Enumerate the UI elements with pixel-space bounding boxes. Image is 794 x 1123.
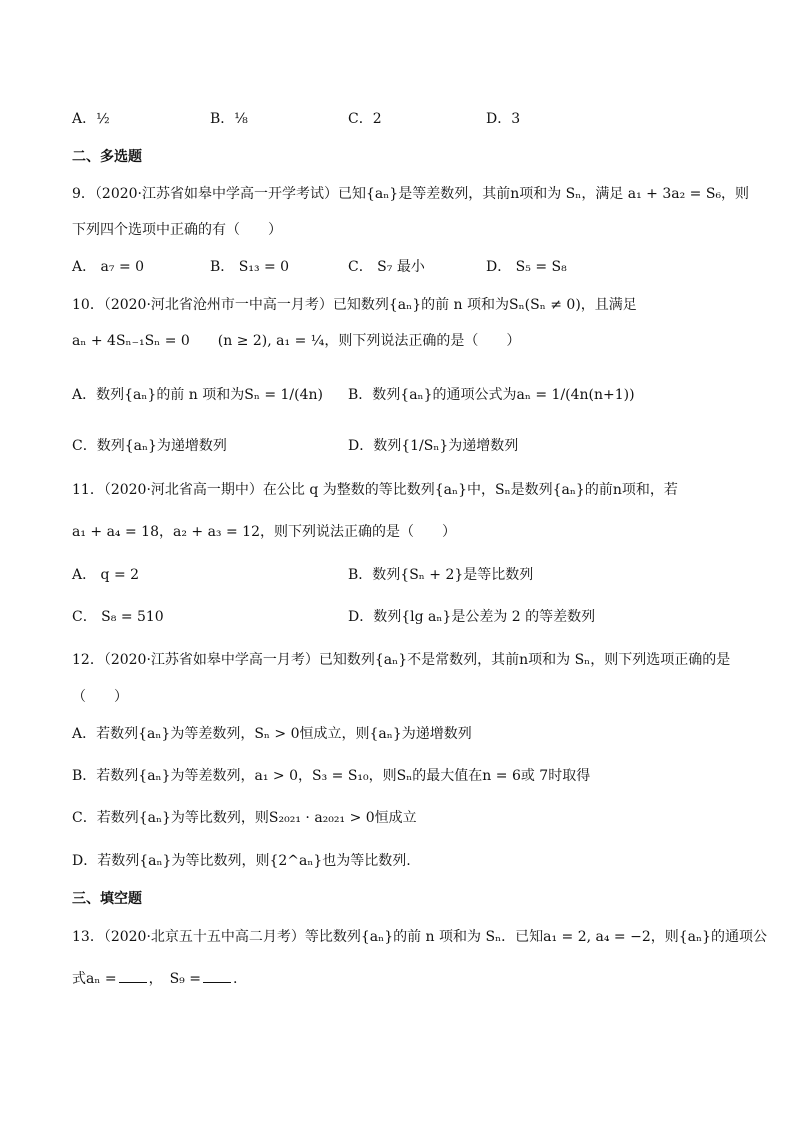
q9-option-d: D． S₅ = S₈ [486,259,567,275]
q11-option-d: D．数列{lg aₙ}是公差为 2 的等差数列 [348,609,596,625]
q11-option-a: A． q = 2 [72,567,140,583]
question-12-line1: 12．（2020·江苏省如皋中学高一月考）已知数列{aₙ}不是常数列，其前n项和为 Sₙ，则下列选项正确的是 [72,652,731,668]
option-b: B．⅛ [210,111,248,127]
q11-option-b: B．数列{Sₙ + 2}是等比数列 [348,567,534,583]
section-heading-fill-in: 三、填空题 [72,891,142,907]
section-heading-multi-choice: 二、多选题 [72,149,142,165]
question-11-line2: a₁ + a₄ = 18，a₂ + a₃ = 12，则下列说法正确的是（ ） [72,524,456,540]
q13-text-an: 式aₙ = [72,971,117,987]
q13-text-s9: ， S₉ = [148,971,201,987]
q10-option-d: D．数列{1/Sₙ}为递增数列 [348,438,519,454]
option-d: D．3 [486,111,521,127]
question-10-line1: 10．（2020·河北省沧州市一中高一月考）已知数列{aₙ}的前 n 项和为Sₙ(Sₙ ≠ 0)，且满足 [72,297,637,313]
q12-option-d: D．若数列{aₙ}为等比数列，则{2^aₙ}也为等比数列. [72,853,411,869]
q10-option-a: A．数列{aₙ}的前 n 项和为Sₙ = 1/(4n) [72,387,323,403]
question-9-line1: 9．（2020·江苏省如皋中学高一开学考试）已知{aₙ}是等差数列，其前n项和为 Sₙ，满足 a₁ + 3a₂ = S₆，则 [72,186,750,202]
q10-option-c: C．数列{aₙ}为递增数列 [72,438,227,454]
q12-option-c: C．若数列{aₙ}为等比数列，则S₂₀₂₁ · a₂₀₂₁ > 0恒成立 [72,810,417,826]
q9-option-a: A． a₇ = 0 [72,259,145,275]
q12-option-b: B．若数列{aₙ}为等差数列，a₁ > 0，S₃ = S₁₀，则Sₙ的最大值在n = 6或 7时取得 [72,768,591,784]
question-13-line1: 13．（2020·北京五十五中高二月考）等比数列{aₙ}的前 n 项和为 Sₙ．已知a₁ = 2, a₄ = −2，则{aₙ}的通项公 [72,929,767,945]
question-10-line2: aₙ + 4Sₙ₋₁Sₙ = 0 (n ≥ 2), a₁ = ¼，则下列说法正确的是（ ） [72,333,521,349]
question-13-line2 [72,968,732,988]
option-c: C．2 [348,111,382,127]
q13-text-end: . [232,971,238,987]
answer-blank-an[interactable] [119,970,147,983]
q9-option-c: C． S₇ 最小 [348,259,425,275]
question-12-line2: （ ） [72,689,128,705]
q9-option-b: B． S₁₃ = 0 [210,259,290,275]
question-11-line1: 11．（2020·河北省高一期中）在公比 q 为整数的等比数列{aₙ}中，Sₙ是数列{aₙ}的前n项和，若 [72,482,678,498]
question-9-line2: 下列四个选项中正确的有（ ） [72,222,282,238]
option-a: A．½ [72,111,110,127]
q10-option-b: B．数列{aₙ}的通项公式为aₙ = 1/(4n(n+1)) [348,387,635,403]
q12-option-a: A．若数列{aₙ}为等差数列，Sₙ > 0恒成立，则{aₙ}为递增数列 [72,726,472,742]
q11-option-c: C． S₈ = 510 [72,609,164,625]
answer-blank-s9[interactable] [203,970,231,983]
